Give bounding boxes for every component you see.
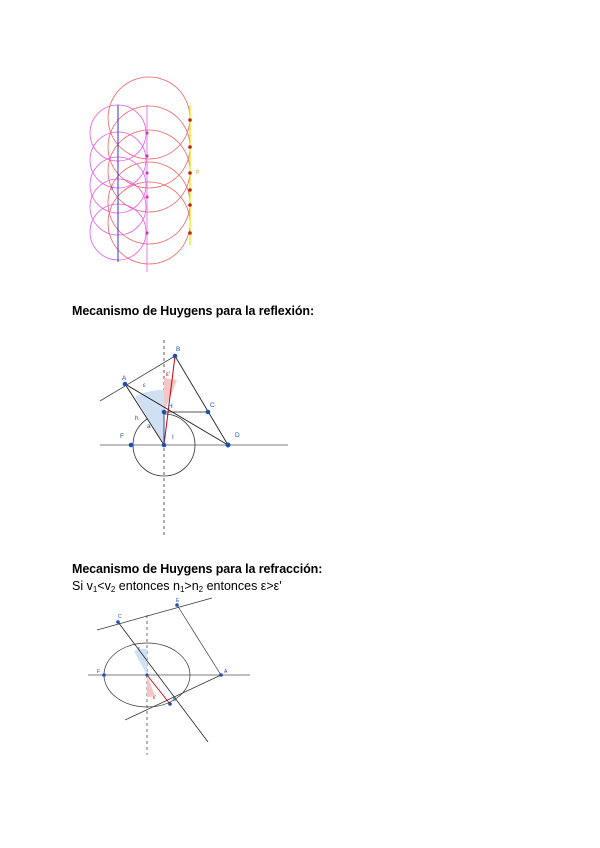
- incidence-angle-sector: [134, 649, 147, 675]
- ray-a-d: [125, 384, 228, 445]
- point: [188, 231, 192, 235]
- label-epsilon-prime: ε': [153, 695, 157, 701]
- point-h: [162, 410, 167, 415]
- point: [188, 145, 192, 149]
- label-a: A: [122, 375, 127, 382]
- point-a: [123, 382, 128, 387]
- label-d: D: [235, 432, 240, 439]
- point: [188, 118, 192, 122]
- ray-b: [177, 605, 221, 675]
- label-epsilon: ε: [138, 646, 141, 652]
- reflection-diagram: [95, 340, 295, 540]
- point: [188, 188, 192, 192]
- point: [145, 131, 148, 134]
- red-circle: [108, 162, 190, 244]
- label-b: B: [173, 697, 177, 703]
- label-f: F: [97, 669, 101, 675]
- huygens-wavefront-figure: [80, 65, 220, 280]
- label-h: H: [168, 403, 173, 410]
- point: [188, 171, 192, 175]
- point-b: [173, 354, 178, 359]
- incident-ray: [118, 622, 208, 742]
- point-d: [226, 443, 231, 448]
- point: [145, 154, 148, 157]
- label-f: F: [120, 433, 124, 440]
- incident-wavefront: [97, 598, 212, 630]
- red-circle: [108, 130, 190, 212]
- refraction-heading: Mecanismo de Huygens para la refracción:: [72, 562, 323, 576]
- label-e: E: [176, 598, 180, 604]
- label-a: A: [224, 669, 228, 675]
- point-f: [102, 673, 106, 677]
- refraction-condition: Si $v_1<v_2$ entonces $n_1>n_2$ entonces ε>ε': [72, 579, 282, 594]
- wavefront-label-p: P: [196, 170, 200, 176]
- wavefront-label-y: y: [111, 185, 114, 191]
- label-b: B: [176, 346, 181, 353]
- label-c: C: [118, 614, 122, 620]
- label-epsilon: ε: [143, 383, 146, 389]
- label-small-a: a: [147, 423, 151, 430]
- label-epsilon-prime: ε': [166, 372, 170, 378]
- label-small-h: h: [135, 415, 139, 422]
- ray-b-d: [175, 356, 228, 445]
- refraction-angle-sector: [147, 675, 155, 697]
- point-b: [168, 702, 172, 706]
- point: [145, 171, 148, 174]
- point-a: [219, 673, 223, 677]
- point: [188, 203, 192, 207]
- point-c: [116, 620, 120, 624]
- red-circle: [108, 182, 190, 264]
- point-i: [162, 443, 167, 448]
- point-c: [206, 410, 211, 415]
- reflection-heading: Mecanismo de Huygens para la reflexión:: [72, 304, 315, 318]
- point-origin: [145, 673, 148, 676]
- point: [145, 195, 148, 198]
- refraction-diagram: [85, 595, 260, 760]
- point-f: [129, 443, 134, 448]
- point: [145, 231, 148, 234]
- label-c: C: [210, 402, 215, 409]
- label-i: I: [172, 434, 174, 441]
